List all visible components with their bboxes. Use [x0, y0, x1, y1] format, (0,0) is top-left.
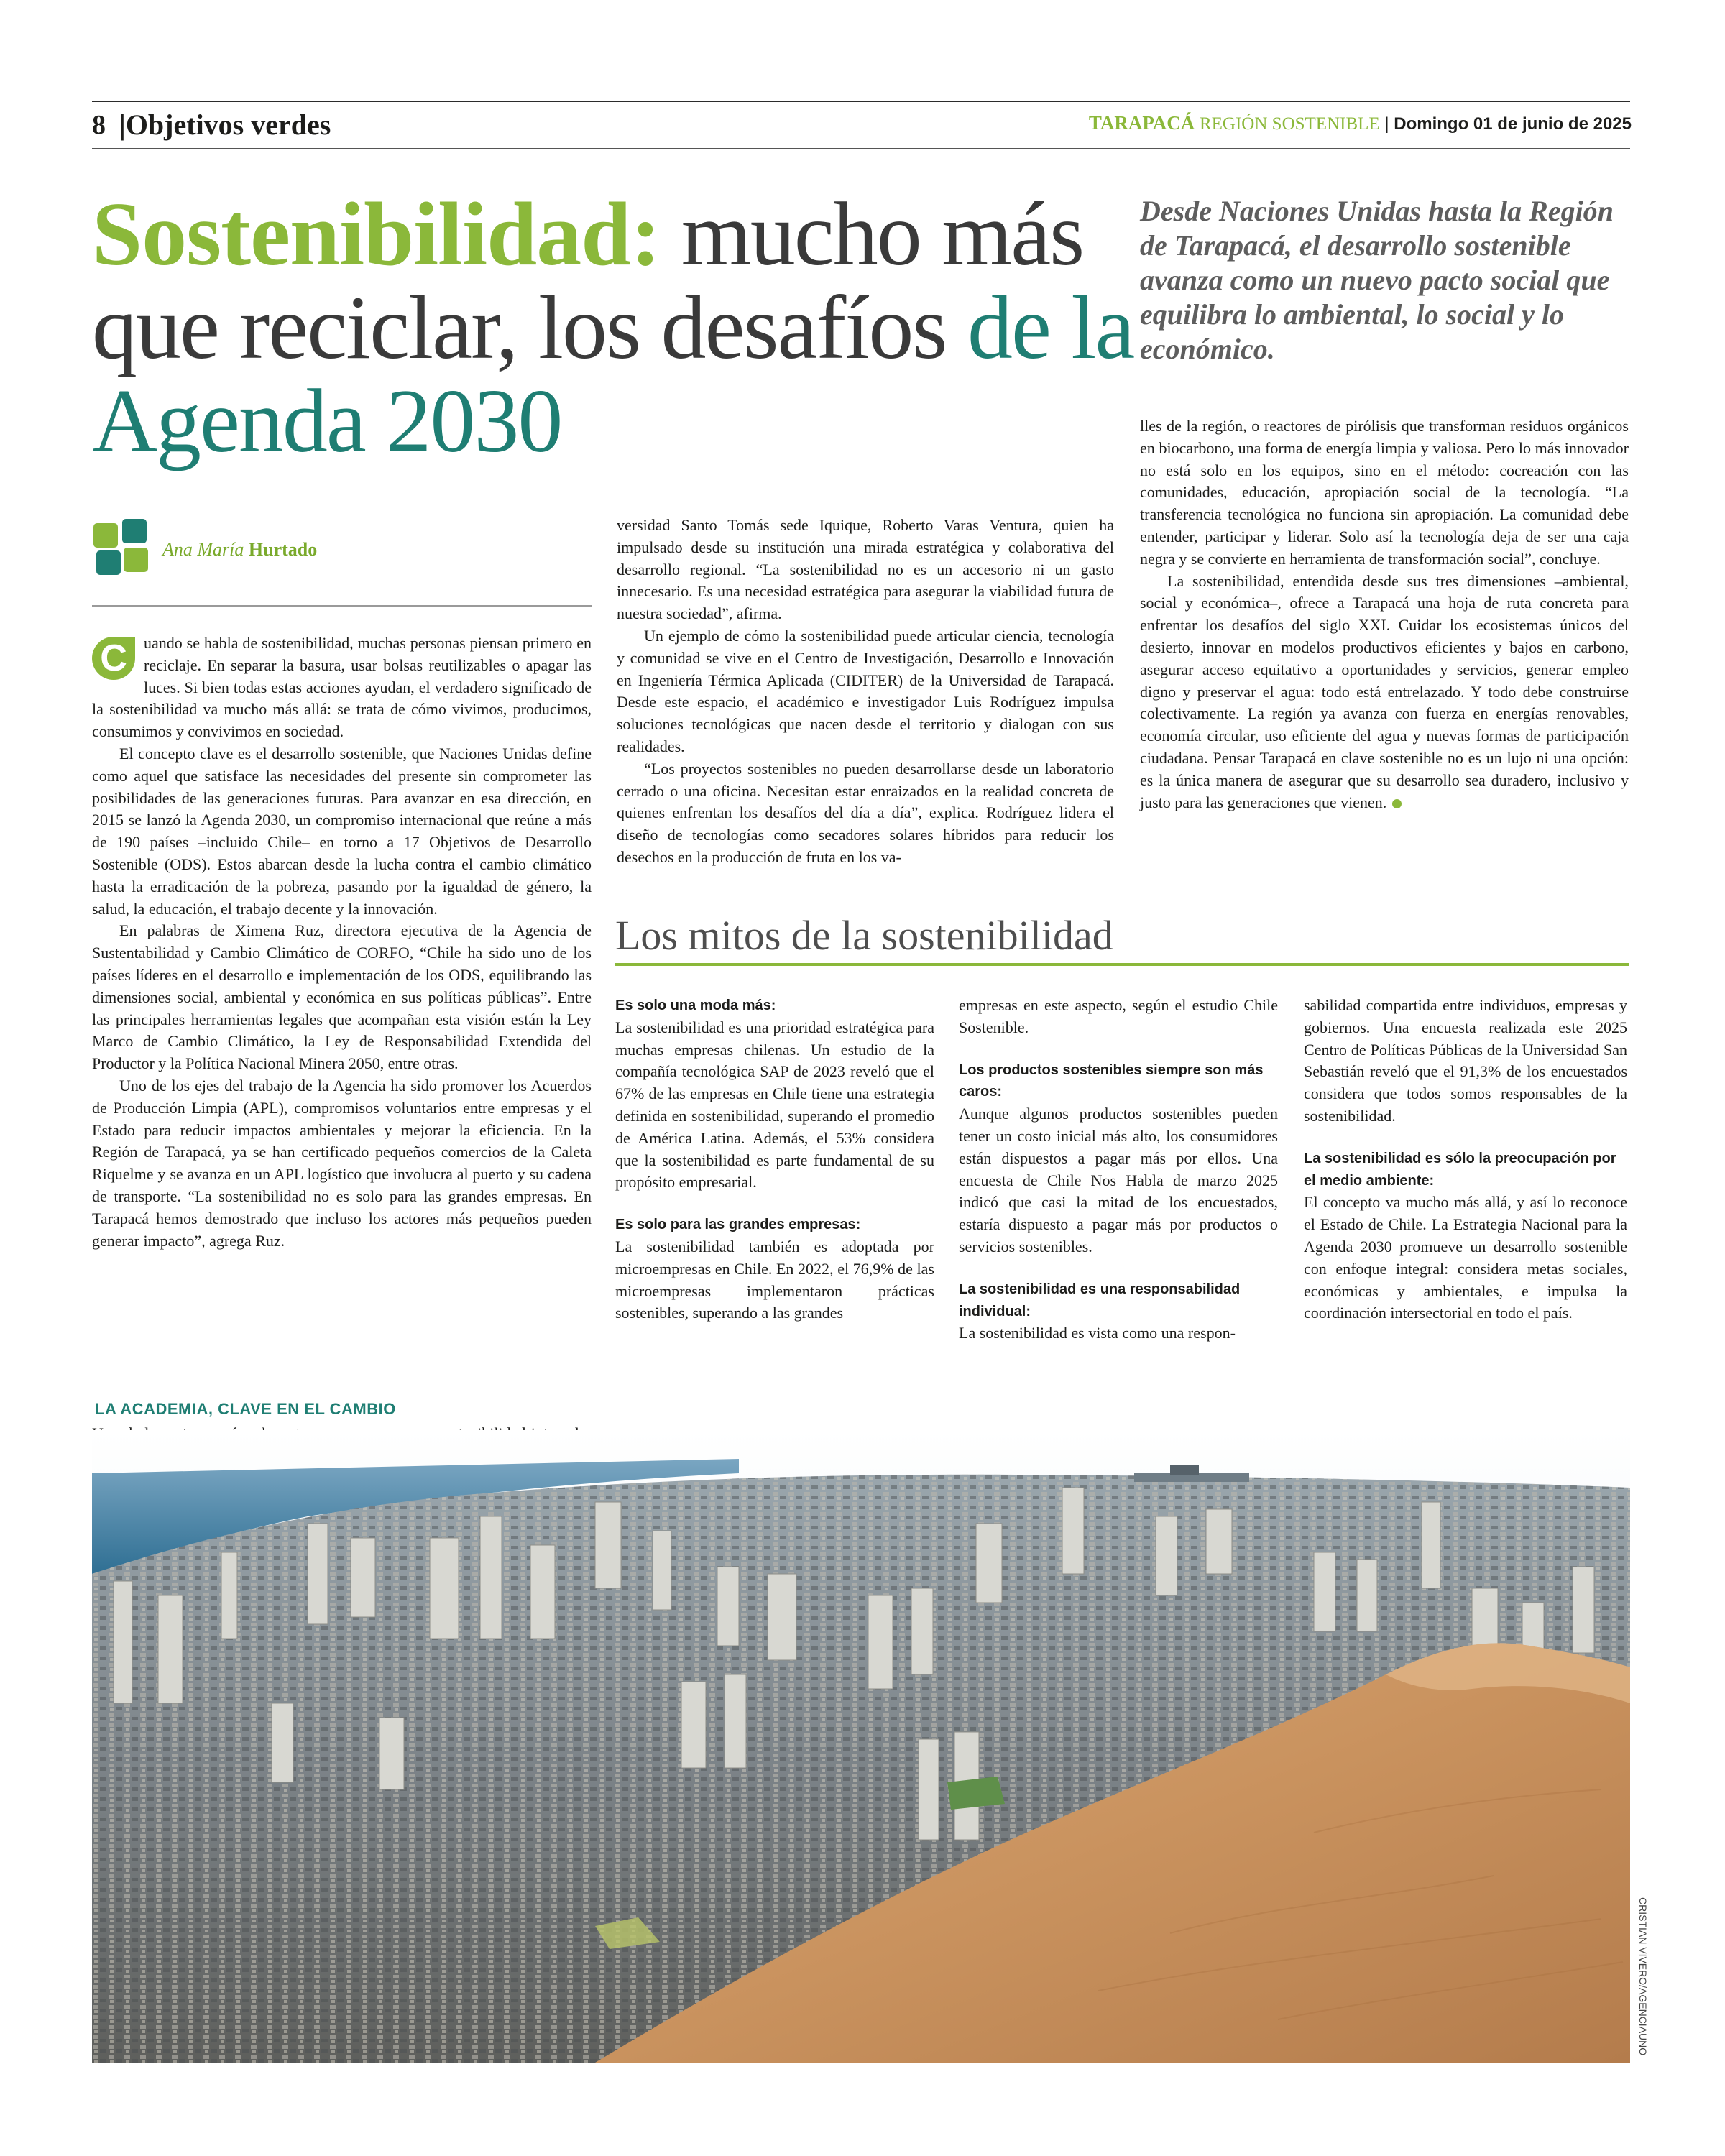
header-top-rule — [92, 101, 1630, 102]
headline-middle: mucho más que reciclar, los desafíos — [92, 185, 1084, 378]
paragraph-1-text: uando se habla de sostenibilidad, muchas personas piensan primero en reciclaje. En separar la basura, usar bolsas reutilizables o apagar las luces. Si bien todas estas acciones ayudan, el verdadero significado de la sostenibilidad va mucho más allá: se trata de cómo vivimos, producimos, consumimos y convivimos en sociedad. — [92, 634, 592, 741]
paragraph-4: Uno de los ejes del trabajo de la Agencia ha sido promover los Acuerdos de Producción Limpia (APL), compromisos voluntarios entre empresas y el Estado para reducir impactos ambientales y mejorar la eficiencia. En la Región de Tarapacá, ya se han certificado pequeños comercios de la Caleta Riquelme y se avanza en un APL logístico que involucra al puerto y su cadena de transporte. “La sostenibilidad no es solo para las grandes empresas. En Tarapacá hemos demostrado que incluso los actores más pequeños pueden generar impacto”, agrega Ruz. — [92, 1076, 592, 1250]
article-column-3 — [1140, 415, 1629, 814]
myth-2-title: Es solo para las grandes empresas: — [615, 1217, 861, 1233]
myth-2-answer: La sostenibilidad también es adoptada por microempresas en Chile. En 2022, el 76,9% de las microempresas implementaron prácticas sostenibles, superando a las grandes — [615, 1237, 934, 1322]
city-dune-photo — [92, 1430, 1630, 2063]
brand-region: REGIÓN SOSTENIBLE — [1199, 114, 1380, 134]
recycle-icon — [93, 523, 118, 548]
byline — [162, 539, 317, 561]
myth-5-answer: El concepto va mucho más allá, y así lo reconoce el Estado de Chile. La Estrategia Nacional para la Agenda 2030 promueve un desarrollo sostenible con enfoque integral: considera metas sociales, económicas y ambientales, e impulsa la coordinación intersectorial en todo el país. — [1304, 1193, 1627, 1322]
myth-1-answer: La sostenibilidad es una prioridad estratégica para muchas empresas chilenas. Un estudio de la compañía tecnológica SAP de 2023 reveló que el 67% de las empresas en Chile tiene una estrategia definida en sostenibilidad, superando el promedio de América Latina. Además, el 53% considera que la sostenibilidad es parte fundamental de su propósito empresarial. — [615, 1018, 934, 1192]
myth-3-title: Los productos sostenibles siempre son más caros: — [959, 1061, 1264, 1100]
photo-credit-text: CRISTIAN VIVERO/AGENCIAUNO — [1637, 1897, 1649, 2056]
section-name: Objetivos verdes — [125, 109, 331, 141]
author-logo — [93, 519, 150, 575]
deck: Desde Naciones Unidas hasta la Región de Tarapacá, el desarrollo sostenible avanza como un nuevo pacto social que equilibra lo ambiental, lo social y lo económico. — [1140, 195, 1614, 365]
paragraph-9: lles de la región, o reactores de pirólisis que transforman residuos orgánicos en biocarbono, una forma de energía limpia y valiosa. Pero lo más innovador no está solo en los equipos, sino en el método: cocreación con las comunidades, educación, apropiación social de la tecnología. “La transferencia tecnológica no funciona sin apropiación. La comunidad debe entender, participar y liderar. Solo así la tecnología deja de ser una caja negra y se convierte en herramienta de transformación social”, concluye. — [1140, 417, 1629, 568]
photo-credit — [1632, 1897, 1655, 2063]
mitos-title: Los mitos de la sostenibilidad — [615, 912, 1113, 959]
end-mark-icon — [1392, 799, 1402, 808]
headline-keyword: Sostenibilidad: — [92, 185, 661, 285]
paragraph-7: Un ejemplo de cómo la sostenibilidad puede articular ciencia, tecnología y comunidad se vive en el Centro de Investigación, Desarrollo e Innovación en Ingeniería Térmica Aplicada (CIDITER) de la Universidad de Tarapacá. Desde este espacio, el académico e investigador Luis Rodríguez impulsa soluciones tecnológicas que nacen desde el territorio y dialogan con sus realidades. — [617, 626, 1114, 755]
header-bottom-rule — [92, 148, 1630, 149]
community-icon — [122, 519, 147, 543]
paragraph-6: versidad Santo Tomás sede Iquique, Roberto Varas Ventura, quien ha impulsado desde su institución una mirada estratégica y colaborativa del desarrollo regional. “La sostenibilidad no es un accesorio ni un gasto innecesario. Es una necesidad estratégica para asegurar la viabilidad futura de nuestra sociedad”, afirma. — [617, 516, 1114, 623]
drop-cap: C — [92, 637, 135, 680]
article-column-1 — [92, 632, 592, 1252]
myth-2-answer-cont: empresas en este aspecto, según el estudio Chile Sostenible. — [959, 996, 1278, 1036]
paragraph-1 — [92, 632, 592, 743]
author-last-name: Hurtado — [248, 539, 318, 560]
section-title: |Objetivos verdes — [119, 109, 331, 141]
paragraph-8: “Los proyectos sostenibles no pueden desarrollarse desde un laboratorio cerrado o una oficina. Necesitan estar enraizados en la realidad concreta de quienes enfrentan los desafíos del día a día”, explica. Rodríguez lidera el diseño de tecnologías como secadores solares híbridos para reducir los desechos en la producción de fruta en los va- — [617, 759, 1114, 866]
mitos-column-1 — [615, 995, 934, 1325]
headline — [92, 185, 1141, 471]
byline-rule — [92, 605, 592, 607]
myth-5-title: La sostenibilidad es sólo la preocupación por el medio ambiente: — [1304, 1150, 1616, 1189]
mitos-column-3 — [1304, 995, 1627, 1325]
paragraph-10-text: La sostenibilidad, entendida desde sus tres dimensiones –ambiental, social y económica–, ofrece a Tarapacá una hoja de ruta concreta para enfrentar los desafíos del siglo XXI. Cuidar los ecosistemas únicos del desierto, innovar en modelos productivos eficientes y bajos en carbono, asegurar acceso equitativo a oportunidades y servicios, generar empleo digno y preservar el agua: todo está entrelazado. Y todo debe construirse colectivamente. La región ya avanza con fuerza en energías renovables, economía circular, uso eficiente del agua y nuevas formas de participación ciudadana. Pensar Tarapacá en clave sostenible no es un lujo ni una opción: es la única manera de asegurar que su desarrollo sea duradero, inclusivo y justo para las generaciones que vienen. — [1140, 571, 1629, 811]
myth-4-answer-cont: sabilidad compartida entre individuos, empresas y gobiernos. Una encuesta realizada este 2025 Centro de Políticas Públicas de la Universidad San Sebastián reveló que el 91,3% de los encuestados considera que todos somos responsables de la sostenibilidad. — [1304, 996, 1627, 1125]
water-icon — [96, 550, 121, 575]
mitos-rule — [615, 963, 1629, 966]
mitos-column-2 — [959, 995, 1278, 1345]
paragraph-10 — [1140, 571, 1629, 814]
myth-4-title: La sostenibilidad es una responsabilidad individual: — [959, 1281, 1241, 1319]
plant-icon — [124, 548, 148, 572]
city-photo-illustration — [92, 1430, 1630, 2063]
myth-3-answer: Aunque algunos productos sostenibles pueden tener un costo inicial más alto, los consumidores están dispuestos a pagar más por ellos. Una encuesta de Chile Nos Habla de marzo 2025 indicó que casi la mitad de los encuestados, estaría dispuesto a pagar más por productos o servicios sostenibles. — [959, 1105, 1278, 1256]
myth-4-answer: La sostenibilidad es vista como una respon- — [959, 1324, 1236, 1342]
myth-1-title: Es solo una moda más: — [615, 998, 776, 1013]
subhead-academia: LA ACADEMIA, CLAVE EN EL CAMBIO — [95, 1400, 396, 1418]
issue-date: Domingo 01 de junio de 2025 — [1394, 114, 1632, 134]
article-column-2 — [617, 515, 1114, 869]
paragraph-3: En palabras de Ximena Ruz, directora ejecutiva de la Agencia de Sustentabilidad y Cambio Climático de CORFO, “Chile ha sido uno de los países líderes en el desarrollo e implementación de los ODS, equilibrando las dimensiones social, ambiental y económica en sus políticas públicas”. Entre las principales herramientas legales que acompañan esta visión están la Ley Marco de Cambio Climático, la Ley de Responsabilidad Extendida del Productor y la Política Nacional Minera 2050, entre otras. — [92, 921, 592, 1073]
headline-end: de la Agenda 2030 — [92, 278, 1134, 471]
brand-name: TARAPACÁ — [1088, 112, 1195, 134]
page-number: 8 — [92, 110, 106, 140]
masthead: TARAPACÁ REGIÓN SOSTENIBLE | Domingo 01 de junio de 2025 — [1088, 112, 1632, 134]
author-first-name: Ana María — [162, 539, 244, 560]
paragraph-2: El concepto clave es el desarrollo sostenible, que Naciones Unidas define como aquel que satisface las necesidades del presente sin comprometer las posibilidades de las generaciones futuras. Para avanzar en esa dirección, en 2015 se lanzó la Agenda 2030, un compromiso internacional que reúne a más de 190 países –incluido Chile– en torno a 17 Objetivos de Desarrollo Sostenible (ODS). Estos abarcan desde la lucha contra el cambio climático hasta la erradicación de la pobreza, pasando por la igualdad de género, la salud, la educación, el trabajo decente y la innovación. — [92, 744, 592, 918]
